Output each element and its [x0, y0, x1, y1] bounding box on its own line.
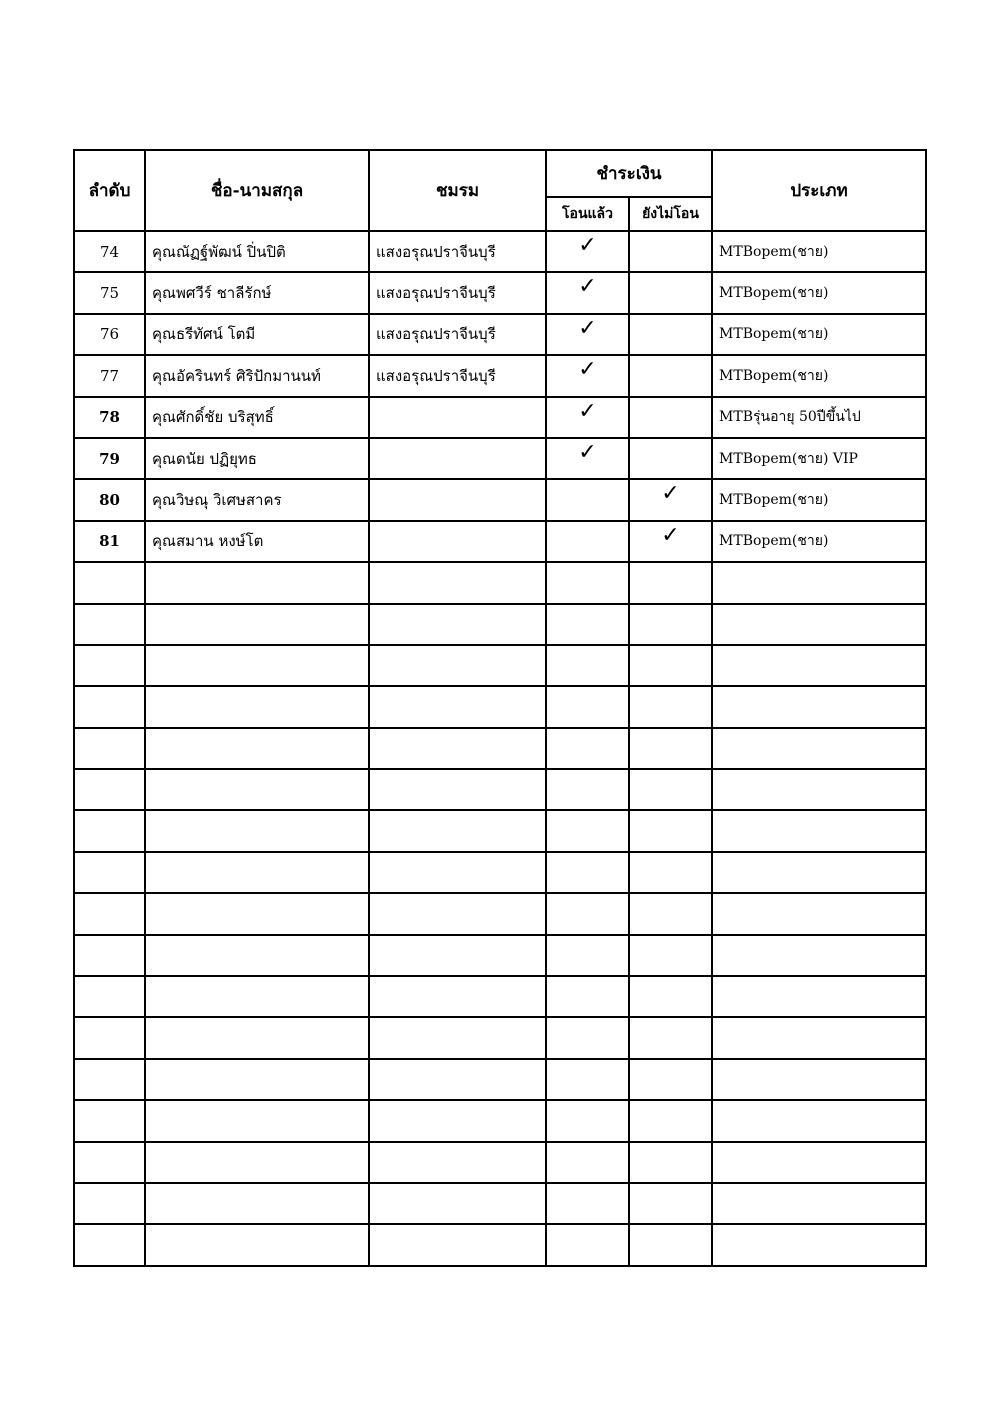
empty-cell — [546, 1224, 629, 1265]
empty-cell — [74, 1100, 145, 1141]
empty-cell — [629, 893, 712, 934]
empty-cell — [546, 645, 629, 686]
paid-cell — [546, 272, 629, 313]
empty-cell — [712, 1100, 926, 1141]
empty-cell — [712, 1224, 926, 1265]
unpaid-cell — [629, 397, 712, 438]
empty-cell — [145, 810, 369, 851]
empty-cell — [712, 893, 926, 934]
check-icon: ✓ — [661, 481, 680, 507]
row-number: 76 — [74, 314, 145, 355]
table-body — [74, 231, 926, 1266]
row-number: 74 — [74, 231, 145, 272]
empty-row — [74, 728, 926, 769]
category: MTBopem(ชาย) — [712, 272, 926, 313]
table-row — [74, 355, 926, 396]
empty-cell — [629, 1017, 712, 1058]
unpaid-cell — [629, 272, 712, 313]
unpaid-cell — [629, 355, 712, 396]
empty-row — [74, 935, 926, 976]
paid-cell — [546, 231, 629, 272]
participant-name: คุณดนัย ปฏิยุทธ — [145, 438, 369, 479]
empty-cell — [145, 1142, 369, 1183]
empty-cell — [145, 1183, 369, 1224]
empty-row — [74, 893, 926, 934]
empty-cell — [546, 728, 629, 769]
participant-name: คุณสมาน หงษ์โต — [145, 521, 369, 562]
empty-cell — [145, 728, 369, 769]
empty-cell — [546, 1100, 629, 1141]
empty-cell — [145, 1059, 369, 1100]
empty-cell — [546, 562, 629, 603]
row-number: 81 — [74, 521, 145, 562]
empty-row — [74, 562, 926, 603]
empty-cell — [145, 604, 369, 645]
empty-cell — [712, 810, 926, 851]
empty-cell — [629, 810, 712, 851]
empty-cell — [369, 769, 546, 810]
table-row — [74, 438, 926, 479]
empty-cell — [145, 893, 369, 934]
header-payment: ชำระเงิน — [546, 150, 712, 197]
empty-cell — [712, 645, 926, 686]
empty-cell — [369, 645, 546, 686]
empty-cell — [712, 604, 926, 645]
check-icon: ✓ — [578, 398, 597, 424]
empty-cell — [712, 852, 926, 893]
header-type: ประเภท — [712, 150, 926, 231]
empty-cell — [629, 645, 712, 686]
empty-row — [74, 1142, 926, 1183]
empty-cell — [74, 769, 145, 810]
table-row — [74, 231, 926, 272]
paid-cell — [546, 314, 629, 355]
empty-cell — [74, 728, 145, 769]
empty-cell — [145, 1100, 369, 1141]
empty-cell — [369, 686, 546, 727]
empty-cell — [74, 604, 145, 645]
empty-row — [74, 976, 926, 1017]
header-paid: โอนแล้ว — [546, 197, 629, 231]
table-row — [74, 479, 926, 520]
empty-cell — [629, 686, 712, 727]
empty-row — [74, 645, 926, 686]
empty-cell — [629, 728, 712, 769]
empty-cell — [74, 976, 145, 1017]
check-icon: ✓ — [578, 274, 597, 300]
empty-cell — [629, 976, 712, 1017]
empty-cell — [712, 935, 926, 976]
empty-row — [74, 1059, 926, 1100]
header-unpaid: ยังไม่โอน — [629, 197, 712, 231]
empty-cell — [629, 935, 712, 976]
empty-cell — [369, 852, 546, 893]
empty-row — [74, 686, 926, 727]
empty-cell — [369, 728, 546, 769]
category: MTBopem(ชาย) — [712, 231, 926, 272]
empty-cell — [369, 604, 546, 645]
paid-cell — [546, 438, 629, 479]
empty-cell — [369, 893, 546, 934]
empty-cell — [74, 1224, 145, 1265]
empty-cell — [145, 976, 369, 1017]
empty-cell — [145, 1017, 369, 1058]
club-name: แสงอรุณปราจีนบุรี — [369, 314, 546, 355]
check-icon: ✓ — [578, 357, 597, 383]
empty-cell — [712, 1142, 926, 1183]
participant-name: คุณธรีทัศน์ โตมี — [145, 314, 369, 355]
category: MTBopem(ชาย) — [712, 521, 926, 562]
empty-cell — [74, 562, 145, 603]
empty-cell — [546, 1142, 629, 1183]
empty-cell — [369, 562, 546, 603]
empty-cell — [369, 935, 546, 976]
participant-name: คุณอัครินทร์ ศิริปักมานนท์ — [145, 355, 369, 396]
empty-cell — [369, 1100, 546, 1141]
empty-cell — [145, 935, 369, 976]
paid-cell — [546, 355, 629, 396]
empty-cell — [369, 976, 546, 1017]
empty-row — [74, 604, 926, 645]
row-number: 75 — [74, 272, 145, 313]
check-icon: ✓ — [578, 439, 597, 465]
empty-cell — [712, 1183, 926, 1224]
empty-cell — [74, 852, 145, 893]
empty-cell — [369, 1059, 546, 1100]
participant-name: คุณวิษณุ วิเศษสาคร — [145, 479, 369, 520]
empty-row — [74, 1100, 926, 1141]
empty-cell — [74, 1142, 145, 1183]
club-name — [369, 521, 546, 562]
empty-cell — [546, 1017, 629, 1058]
participant-name: คุณพศวีร์ ชาลีรักษ์ — [145, 272, 369, 313]
row-number: 77 — [74, 355, 145, 396]
club-name: แสงอรุณปราจีนบุรี — [369, 355, 546, 396]
empty-cell — [369, 1183, 546, 1224]
paid-cell — [546, 479, 629, 520]
empty-row — [74, 769, 926, 810]
empty-row — [74, 810, 926, 851]
paid-cell — [546, 397, 629, 438]
category: MTBopem(ชาย) — [712, 479, 926, 520]
participant-name: คุณณัฏฐ์พัฒน์ ปิ่นปิติ — [145, 231, 369, 272]
empty-row — [74, 1224, 926, 1265]
club-name: แสงอรุณปราจีนบุรี — [369, 231, 546, 272]
check-icon: ✓ — [578, 315, 597, 341]
empty-row — [74, 1017, 926, 1058]
header-no: ลำดับ — [74, 150, 145, 231]
empty-cell — [712, 976, 926, 1017]
empty-cell — [629, 1059, 712, 1100]
empty-cell — [546, 769, 629, 810]
empty-cell — [74, 935, 145, 976]
empty-row — [74, 852, 926, 893]
empty-cell — [629, 1100, 712, 1141]
empty-cell — [145, 645, 369, 686]
table-row — [74, 397, 926, 438]
club-name — [369, 397, 546, 438]
category: MTBรุ่นอายุ 50ปีขึ้นไป — [712, 397, 926, 438]
empty-cell — [145, 852, 369, 893]
check-icon: ✓ — [578, 233, 597, 258]
empty-cell — [712, 562, 926, 603]
club-name: แสงอรุณปราจีนบุรี — [369, 272, 546, 313]
empty-cell — [546, 1183, 629, 1224]
empty-cell — [369, 1224, 546, 1265]
empty-cell — [712, 728, 926, 769]
empty-cell — [546, 810, 629, 851]
table-row — [74, 521, 926, 562]
unpaid-cell — [629, 314, 712, 355]
empty-cell — [74, 1017, 145, 1058]
empty-cell — [74, 893, 145, 934]
empty-cell — [369, 810, 546, 851]
empty-cell — [74, 1059, 145, 1100]
empty-cell — [145, 686, 369, 727]
empty-cell — [546, 604, 629, 645]
empty-cell — [629, 852, 712, 893]
empty-cell — [712, 1017, 926, 1058]
row-number: 80 — [74, 479, 145, 520]
empty-cell — [369, 1142, 546, 1183]
empty-cell — [74, 1183, 145, 1224]
empty-cell — [145, 562, 369, 603]
category: MTBopem(ชาย) — [712, 314, 926, 355]
empty-cell — [629, 1142, 712, 1183]
empty-cell — [629, 769, 712, 810]
empty-cell — [145, 1224, 369, 1265]
empty-cell — [629, 562, 712, 603]
row-number: 78 — [74, 397, 145, 438]
empty-row — [74, 1183, 926, 1224]
empty-cell — [712, 686, 926, 727]
empty-cell — [74, 810, 145, 851]
empty-cell — [546, 893, 629, 934]
header-club: ชมรม — [369, 150, 546, 231]
check-icon: ✓ — [661, 522, 680, 548]
participant-name: คุณศักดิ์ชัย บริสุทธิ์ — [145, 397, 369, 438]
empty-cell — [546, 852, 629, 893]
unpaid-cell — [629, 521, 712, 562]
paid-cell — [546, 521, 629, 562]
table-row — [74, 272, 926, 313]
empty-cell — [74, 645, 145, 686]
category: MTBopem(ชาย) VIP — [712, 438, 926, 479]
empty-cell — [712, 769, 926, 810]
empty-cell — [629, 604, 712, 645]
registration-table — [73, 149, 927, 1267]
club-name — [369, 438, 546, 479]
empty-cell — [546, 686, 629, 727]
unpaid-cell — [629, 438, 712, 479]
empty-cell — [546, 935, 629, 976]
empty-cell — [546, 1059, 629, 1100]
row-number: 79 — [74, 438, 145, 479]
club-name — [369, 479, 546, 520]
empty-cell — [712, 1059, 926, 1100]
empty-cell — [369, 1017, 546, 1058]
unpaid-cell — [629, 231, 712, 272]
table-row — [74, 314, 926, 355]
empty-cell — [546, 976, 629, 1017]
empty-cell — [145, 769, 369, 810]
unpaid-cell — [629, 479, 712, 520]
empty-cell — [629, 1224, 712, 1265]
empty-cell — [74, 686, 145, 727]
empty-cell — [629, 1183, 712, 1224]
header-name: ชื่อ-นามสกุล — [145, 150, 369, 231]
category: MTBopem(ชาย) — [712, 355, 926, 396]
